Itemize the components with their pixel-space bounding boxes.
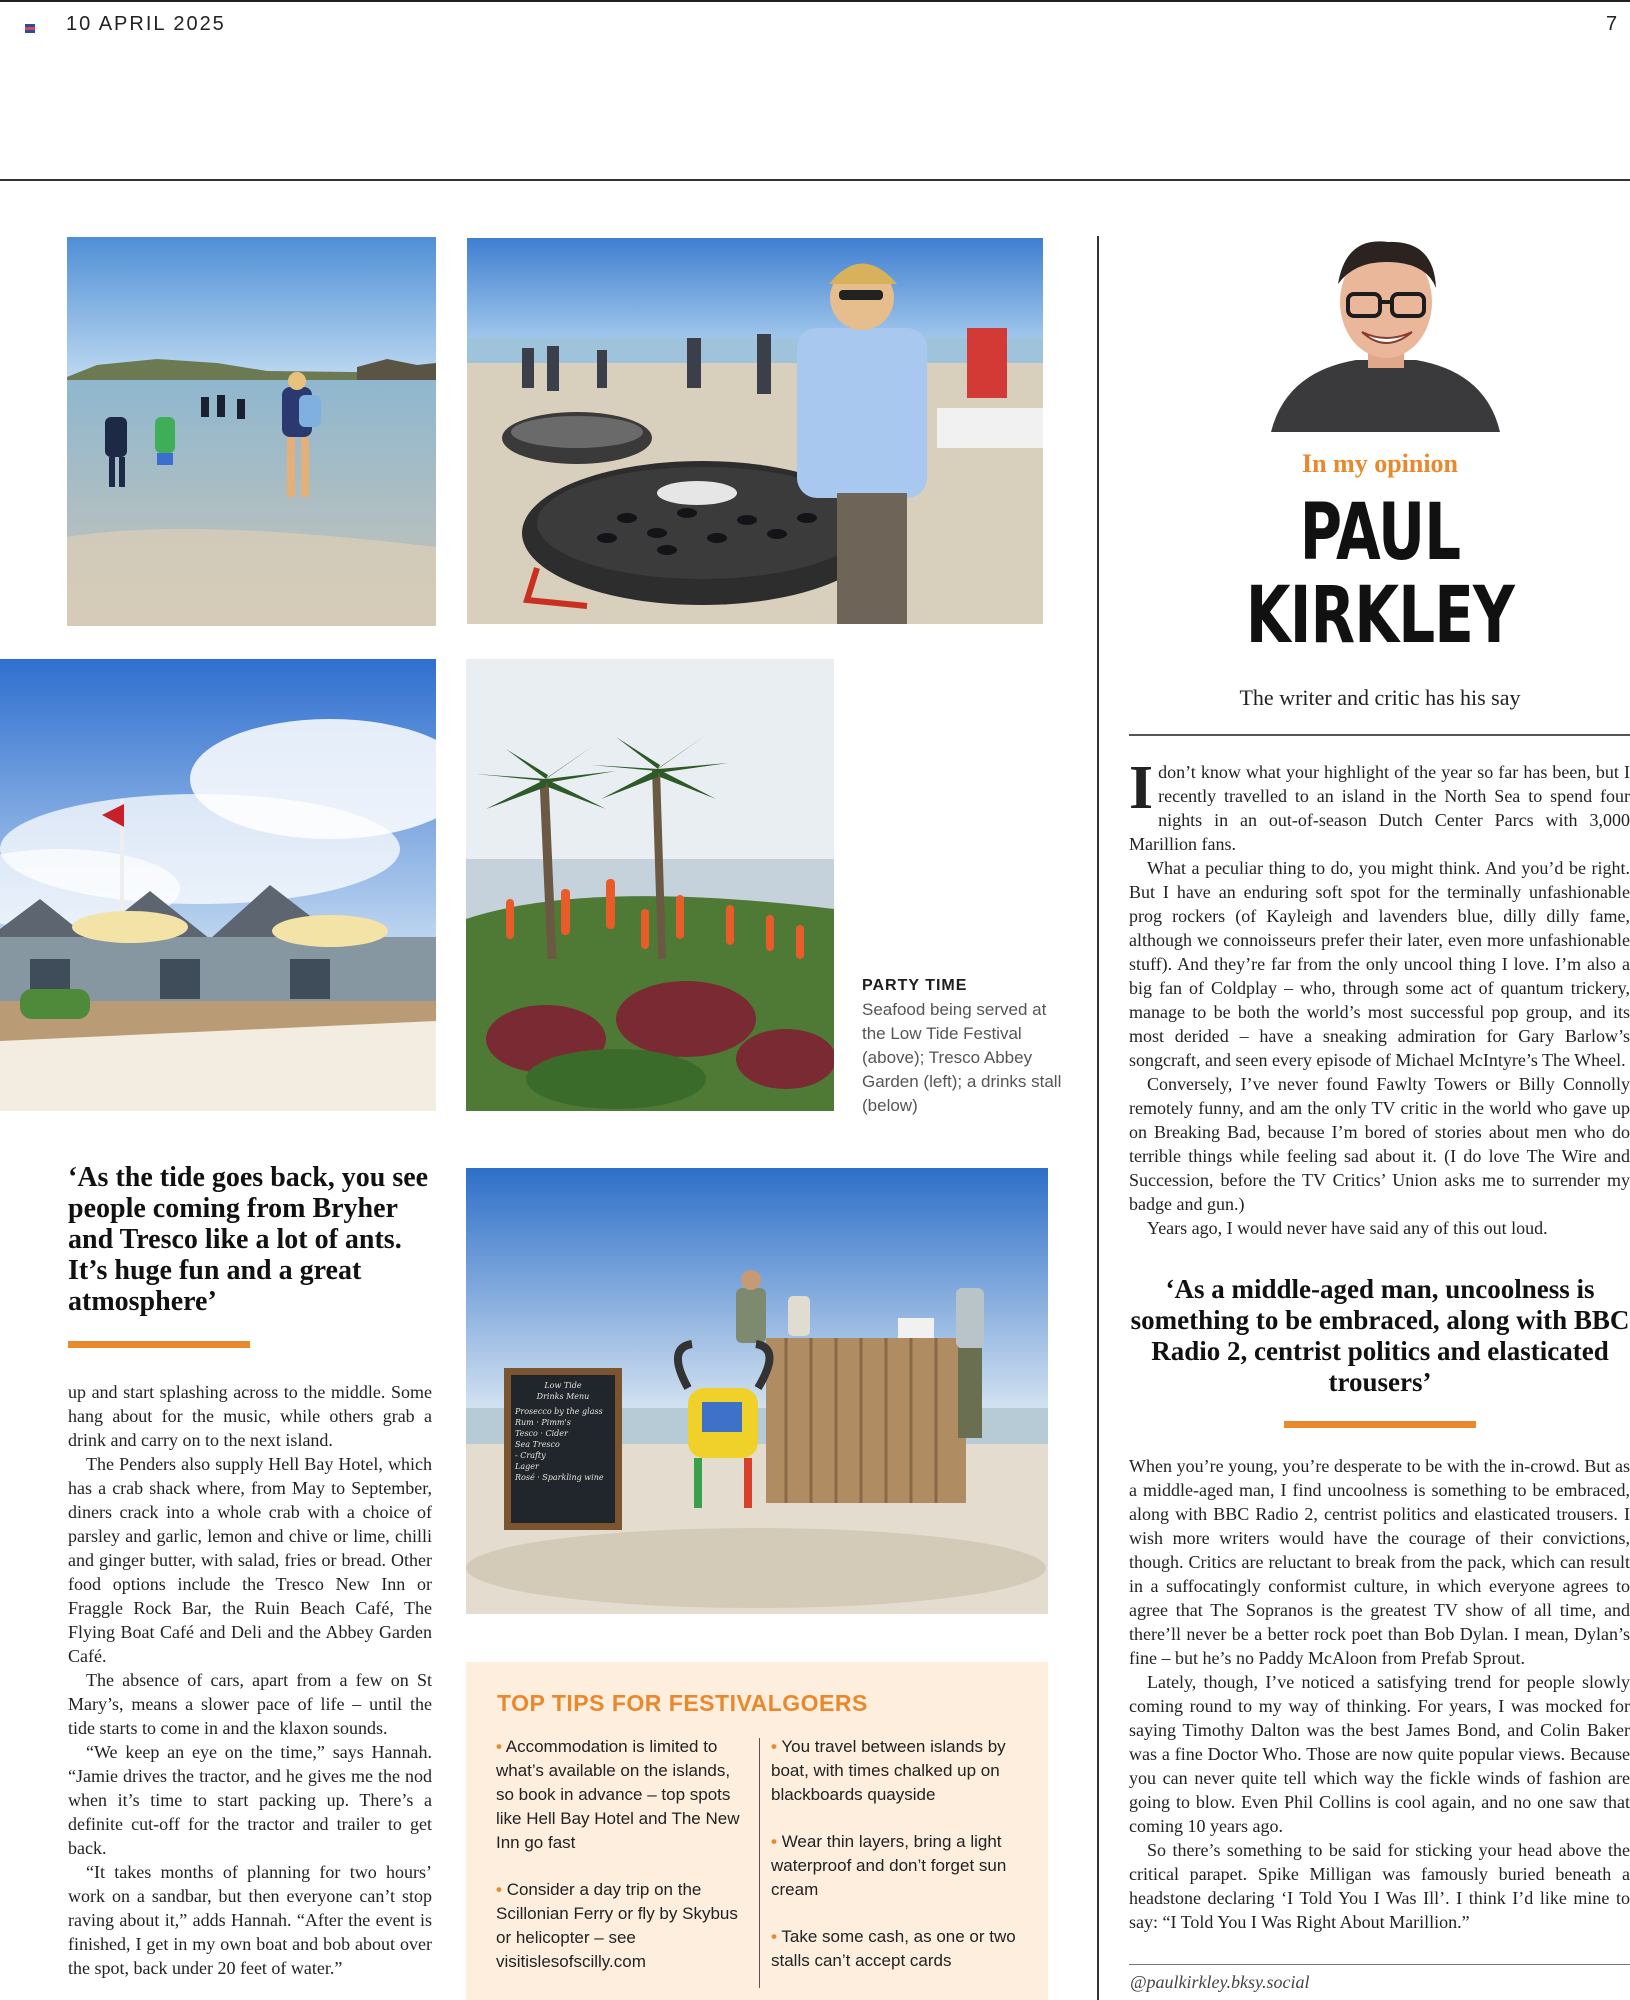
blackboard-title: Low Tide Drinks Menu xyxy=(536,1381,590,1401)
page-number: 7 xyxy=(1606,13,1618,35)
tip-text: Accommodation is limited to what’s available on the islands, so book in advance – top spots like Hell Bay Hotel and The New Inn go fast xyxy=(496,1737,740,1852)
body-paragraph: Conversely, I’ve never found Fawlty Towers or Billy Connolly remotely funny, and am the only TV critic in the world who gave up on Breaking Bad, because I’m bored of stories about men who do terrible things while feeling sad about it. (I do love The Wire and Succession, before the TV Critics’ Union asks me to surrender my badge and gun.) xyxy=(1129,1074,1630,1214)
body-paragraph: The absence of cars, apart from a few on St Mary’s, means a slower pace of life – until the tide starts to come in and the klaxon sounds. xyxy=(68,1670,432,1738)
bullet-icon: • xyxy=(496,1880,502,1899)
body-paragraph: Lately, though, I’ve noticed a satisfying trend for people slowly coming round to my way of thinking. For years, I was mocked for saying Timothy Dalton was the best James Bond, and Colin Baker was a fine Doctor Who. Those are now quite popular views. Because you can never quite tell which way the fickle winds of fashion are going to blow. Even Phil Collins is cool again, and no one saw that coming 10 years ago. xyxy=(1129,1672,1630,1836)
caption-heading: PARTY TIME xyxy=(862,977,968,994)
drop-cap: I xyxy=(1129,754,1154,822)
blackboard-line: Rosé · Sparkling wine xyxy=(515,1473,604,1482)
tips-right-column xyxy=(771,1735,1021,1996)
top-rule xyxy=(0,0,1630,2)
blackboard-line: Lager xyxy=(515,1462,539,1471)
body-paragraph: “It takes months of planning for two hours’ work on a sandbar, but then everyone can’t stop raving about it,” adds Hannah. “After the event is finished, I get in my own boat and bob about over the spot, back under 20 feet of water.” xyxy=(68,1862,432,1978)
pull-quote-right: ‘As a middle-aged man, uncoolness is something to be embraced, along with BBC Radio 2, centrist politics and elasticated trousers’ xyxy=(1130,1274,1630,1397)
opinion-header-rule xyxy=(1129,734,1630,736)
body-paragraph xyxy=(1129,754,1630,856)
body-paragraph: When you’re young, you’re desperate to be with the in-crowd. But as a middle-aged man, I find uncoolness is something to be embraced, along with BBC Radio 2, centrist politics and elasticated trousers. I wish more writers would have the courage of their convictions, though. Critics are reluctant to break from the pack, which can result in a suffocatingly conformist culture, in which everyone agrees to agree that The Sopranos is the greatest TV show of all time, and there’ll never be a better rock poet than Bob Dylan. I mean, Dylan’s fine – but he’s no Paddy McAloon from Prefab Sprout. xyxy=(1129,1456,1630,1668)
flag-icon xyxy=(25,24,35,33)
opinion-kicker: In my opinion xyxy=(1301,449,1459,478)
blackboard xyxy=(511,1375,615,1523)
left-article-body xyxy=(68,1380,432,1980)
blackboard-frame xyxy=(504,1368,622,1530)
photo-wading xyxy=(67,237,436,626)
pull-quote-left: ‘As the tide goes back, you see people coming from Bryher and Tresco like a lot of ants. It’s huge fun and a great atmosphere’ xyxy=(68,1162,429,1317)
blackboard-line: Rum · Pimm's xyxy=(515,1418,571,1427)
bullet-icon: • xyxy=(496,1737,502,1756)
pull-quote-right-bar xyxy=(1284,1421,1476,1428)
photo-caption xyxy=(862,974,1062,1118)
pull-quote-left-bar xyxy=(68,1341,250,1348)
column-divider xyxy=(1097,236,1099,2000)
tip-item xyxy=(771,1830,1021,1902)
blackboard-line: Prosecco by the glass xyxy=(515,1407,603,1416)
body-paragraph: Years ago, I would never have said any of this out loud. xyxy=(1147,1218,1548,1238)
header-rule xyxy=(0,179,1630,181)
columnist-first-name: PAUL xyxy=(1299,488,1461,578)
opinion-subtitle: The writer and critic has his say xyxy=(1239,685,1521,710)
blackboard-line: - Crafty xyxy=(515,1451,546,1460)
photo-drinks-stall xyxy=(466,1168,1048,1614)
opinion-body-lower xyxy=(1129,1454,1630,1934)
blackboard-line: Sea Tresco xyxy=(515,1440,560,1449)
blackboard-line: Tesco · Cider xyxy=(515,1429,568,1438)
bullet-icon: • xyxy=(771,1737,777,1756)
body-paragraph: up and start splashing across to the middle. Some hang about for the music, while others grab a drink and carry on to the next island. xyxy=(68,1382,432,1450)
columnist-last-name: KIRKLEY xyxy=(1245,571,1515,661)
tip-text: Wear thin layers, bring a light waterproof and don’t forget sun cream xyxy=(771,1832,1007,1899)
tip-text: Consider a day trip on the Scillonian Ferry or fly by Skybus or helicopter – see visitislesofscilly.com xyxy=(496,1880,738,1971)
columnist-portrait xyxy=(1266,232,1504,432)
opinion-body-upper xyxy=(1129,754,1630,1240)
tips-left-column xyxy=(496,1735,742,1997)
issue-date: 10 APRIL 2025 xyxy=(66,13,226,35)
tip-text: You travel between islands by boat, with times chalked up on blackboards quayside xyxy=(771,1737,1006,1804)
body-paragraph: The Penders also supply Hell Bay Hotel, which has a crab shack where, from May to September, diners crack into a whole crab with a choice of parsley and garlic, lemon and chive or lime, chilli and ginger butter, with salad, fries or bread. Other food options include the Tresco New Inn or Fraggle Rock Bar, the Ruin Beach Café, The Flying Boat Café and Deli and the Abbey Garden Café. xyxy=(68,1454,432,1666)
tip-item xyxy=(496,1735,742,1855)
tips-title: TOP TIPS FOR FESTIVALGOERS xyxy=(497,1690,868,1716)
body-paragraph: So there’s something to be said for sticking your head above the critical parapet. Spike Milligan was famously buried beneath a headstone declaring ‘I Told You I Was Ill’. I think I’d like mine to say: “I Told You I Was Right About Marillion.” xyxy=(1129,1840,1630,1932)
footer-rule xyxy=(1129,1964,1630,1965)
caption-text: Seafood being served at the Low Tide Festival (above); Tresco Abbey Garden (left); a drinks stall (below) xyxy=(862,1000,1062,1115)
tip-item xyxy=(771,1925,1021,1973)
photo-abbey-garden xyxy=(466,659,834,1111)
body-paragraph: “We keep an eye on the time,” says Hannah. “Jamie drives the tractor, and he gives me the nod when it’s time to start packing up. There’s a definite cut-off for the tractor and trailer to get back. xyxy=(68,1742,432,1858)
bullet-icon: • xyxy=(771,1927,777,1946)
bullet-icon: • xyxy=(771,1832,777,1851)
tip-text: Take some cash, as one or two stalls can’t accept cards xyxy=(771,1927,1016,1970)
first-paragraph-text: don’t know what your highlight of the year so far has been, but I recently travelled to an island in the North Sea to spend four nights in an out-of-season Dutch Center Parcs with 3,000 Marillion fans. xyxy=(1129,762,1630,854)
photo-seafood-serving xyxy=(467,238,1043,624)
photo-cottages xyxy=(0,659,436,1111)
tip-item xyxy=(771,1735,1021,1807)
tip-item xyxy=(496,1878,742,1974)
tips-divider xyxy=(759,1738,760,1988)
body-paragraph: What a peculiar thing to do, you might think. And you’d be right. But I have an enduring soft spot for the terminally unfashionable prog rockers (of Kayleigh and lavenders blue, dilly dilly fame, although we connoisseurs prefer their later, even more unfashionable stuff). And they’re far from the only uncool thing I love. I’m also a big fan of Coldplay – who, through some act of quantum trickery, manage to be both the world’s most successful pop group, and its most derided – have a sneaking admiration for Gary Barlow’s songcraft, and seen every episode of Michael McIntyre’s The Wheel. xyxy=(1129,858,1630,1070)
social-handle: @paulkirkley.bksy.social xyxy=(1130,1972,1310,1992)
